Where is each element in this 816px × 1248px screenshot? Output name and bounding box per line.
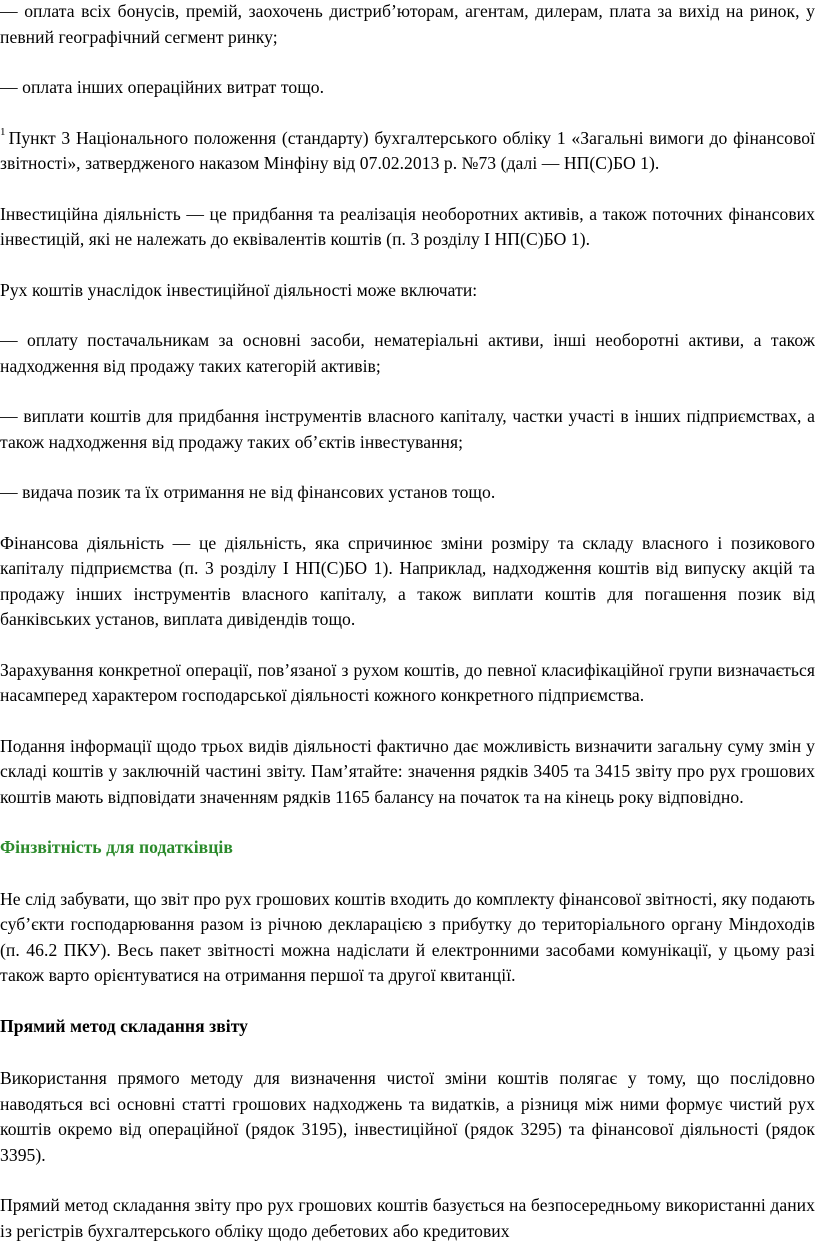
paragraph-investment-activity-definition: Інвестиційна діяльність — це придбання та реалізація необоротних активів, а також поточних фінансових інвестицій, які не належать до еквівалентів коштів (п. 3 розділу I НП(С)БО 1). bbox=[0, 203, 815, 249]
heading-direct-method: Прямий метод складання звіту bbox=[0, 1015, 249, 1036]
paragraph-bonus-payments: — оплата всіх бонусів, премій, заохочень дистриб’юторам, агентам, дилерам, плата за вихід на ринок, у певний географічний сегмент ринку; bbox=[0, 1, 815, 47]
paragraph-three-activities: Подання інформації щодо трьох видів діяльності фактично дає можливість визначити загальну суму змін у складі коштів у заключній частині звіту. Пам’ятайте: значення рядків 3405 та 3415 звіту про рух грошових коштів мають відповідати значенням рядків 1165 балансу на початок та на кінець року відповідно. bbox=[0, 735, 815, 807]
footnote-text: Пункт 3 Національного положення (стандарту) бухгалтерського обліку 1 «Загальні вимоги до фінансової звітності», затвердженого наказом Мінфіну від 07.02.2013 р. №73 (далі — НП(С)БО 1). bbox=[0, 127, 815, 173]
paragraph-classification: Зарахування конкретної операції, пов’язаної з рухом коштів, до певної класифікаційної групи визначається насамперед характером господарської діяльності кожного конкретного підприємства. bbox=[0, 659, 815, 705]
paragraph-tax-submission: Не слід забувати, що звіт про рух грошових коштів входить до комплекту фінансової звітності, яку подають суб’єкти господарювання разом із річною декларацією з прибутку до територіального органу Міндоходів (п. 46.2 ПКУ). Весь пакет звітності можна надіслати й електронними засобами комунікації, у цьому разі також варто орієнтуватися на отримання першої та другої квитанції. bbox=[0, 888, 815, 985]
paragraph-equity-instruments: — виплати коштів для придбання інструментів власного капіталу, частки участі в інших підприємствах, а також надходження від продажу таких об’єктів інвестування; bbox=[0, 406, 815, 452]
paragraph-financial-activity-definition: Фінансова діяльність — це діяльність, яка спричинює зміни розміру та складу власного і позикового капіталу підприємства (п. 3 розділу I НП(С)БО 1). Наприклад, надходження коштів від випуску акцій та продажу інших інструментів власного капіталу, а також виплати коштів для погашення позик від банківських установ, виплата дивідендів тощо. bbox=[0, 532, 815, 629]
paragraph-supplier-payments: — оплату постачальникам за основні засоби, нематеріальні активи, інші необоротні активи, а також надходження від продажу таких категорій активів; bbox=[0, 330, 815, 376]
paragraph-direct-method-basis: Прямий метод складання звіту про рух грошових коштів базується на безпосередньому використанні даних із регістрів бухгалтерського обліку щодо дебетових або кредитових bbox=[0, 1195, 815, 1241]
paragraph-investment-cash-flow-intro: Рух коштів унаслідок інвестиційної діяльності може включати: bbox=[0, 279, 478, 300]
paragraph-direct-method-usage: Використання прямого методу для визначення чистої зміни коштів полягає у тому, що послідовно наводяться всі основні статті грошових надходжень та видатків, а різниця між ними формує чистий рух коштів окремо від операційної (рядок 3195), інвестиційної (рядок 3295) та фінансової діяльності (рядок 3395). bbox=[0, 1068, 815, 1165]
heading-tax-section: Фінзвітність для податківців bbox=[0, 837, 233, 857]
paragraph-loans: — видача позик та їх отримання не від фінансових установ тощо. bbox=[0, 482, 496, 502]
footnote bbox=[0, 126, 815, 177]
paragraph-other-operating-costs: — оплата інших операційних витрат тощо. bbox=[0, 77, 325, 97]
footnote-marker: 1 bbox=[0, 125, 6, 138]
